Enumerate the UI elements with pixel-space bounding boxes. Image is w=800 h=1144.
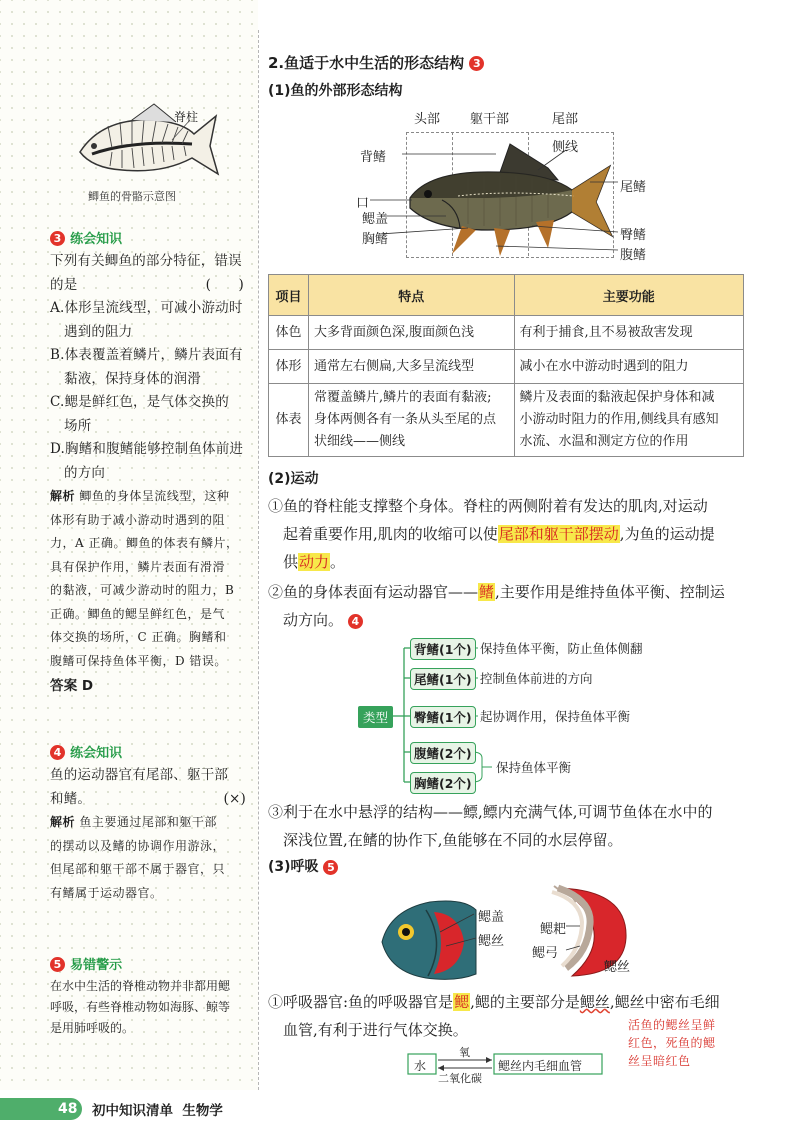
fin-pelvic: 腹鳍(2个)	[410, 742, 476, 764]
warning-5-title: 易错警示	[70, 958, 123, 973]
option-c: C.鳃是鲜红色，是气体交换的 场所	[50, 394, 229, 434]
page-footer	[0, 1094, 800, 1124]
option-d: D.胸鳍和腹鳍能够控制鱼体前进 的方向	[50, 441, 244, 481]
practice-3-block	[50, 228, 250, 699]
label-anal-fin: 臀鳍	[620, 228, 647, 243]
judgement-mark: (×)	[223, 790, 246, 807]
fin-pectoral: 胸鳍(2个)	[410, 772, 476, 794]
practice-4-statement-line1: 鱼的运动器官有尾部、躯干部	[50, 767, 229, 783]
feature-table	[268, 274, 744, 457]
label-dorsal-fin: 背鳍	[360, 150, 387, 165]
option-b: B.体表覆盖着鳞片，鳞片表面有 黏液，保持身体的润滑	[50, 347, 243, 387]
badge-5-inline: 5	[323, 860, 338, 875]
label-pectoral-fin: 胸鳍	[362, 232, 389, 247]
warning-line: 是用肺呼吸的。	[50, 1021, 135, 1035]
carp-skeleton-illustration	[72, 100, 222, 180]
label-tail: 尾部	[552, 112, 579, 127]
warning-line: 在水中生活的脊椎动物并非都用鳃	[50, 979, 231, 993]
label-trunk: 躯干部	[470, 112, 510, 127]
practice-4-block	[50, 742, 250, 905]
fin-shared-desc: 保持鱼体平衡	[496, 760, 572, 775]
handwritten-note: 活鱼的鳃丝呈鲜 红色，死鱼的鳃 丝呈暗红色	[628, 1018, 716, 1068]
fin-caudal-desc: 控制鱼体前进的方向	[480, 671, 593, 686]
fin-caudal: 尾鳍(1个)	[410, 668, 476, 690]
motion-paragraph-2: ②鱼的身体表面有运动器官——鳍,主要作用是维持鱼体平衡、控制运 动方向。 4	[268, 583, 725, 629]
table-row: 体表 常覆盖鳞片,鳞片的表面有黏液; 身体两侧各有一条从头至尾的点 状细线——侧线 鳞片及表面的黏液起保护身体和减 小游动时阻力的作用,侧线具有感知 水流、水温和测定方位的作用	[269, 384, 744, 457]
badge-3: 3	[50, 231, 65, 246]
warning-5-block	[50, 954, 250, 1039]
practice-4-statement-line2: 和鳍。 (×)	[50, 788, 250, 812]
page-number: 48	[58, 1101, 78, 1117]
practice-3-question-line1: 下列有关鲫鱼的部分特征，错误	[50, 253, 242, 269]
skeleton-label-spine: 脊柱	[174, 110, 199, 124]
label-lateral-line: 侧线	[552, 140, 579, 155]
gill-label-operculum: 鳃盖	[478, 910, 505, 925]
question-tail: 的是	[50, 276, 78, 293]
badge-4-inline: 4	[348, 614, 363, 629]
gas-water: 水	[414, 1059, 427, 1073]
section-heading: 2.鱼适于水中生活的形态结构 3	[268, 52, 484, 73]
table-row: 体形 通常左右侧扁,大多呈流线型 减小在水中游动时遇到的阻力	[269, 350, 744, 384]
label-operculum: 鳃盖	[362, 212, 389, 227]
table-header: 主要功能	[514, 275, 744, 316]
fin-root: 类型	[358, 706, 393, 728]
label-mouth: 口	[356, 196, 370, 211]
label-caudal-fin: 尾鳍	[620, 180, 647, 195]
practice-3-title: 练会知识	[70, 232, 123, 247]
gas-capillary: 鳃丝内毛细血管	[498, 1059, 583, 1073]
subheading-external-form: (1)鱼的外部形态结构	[268, 83, 403, 99]
gas-oxygen: 氧	[459, 1046, 470, 1059]
practice-3-question-line2	[50, 274, 250, 298]
label-head: 头部	[414, 112, 441, 127]
label-pelvic-fin: 腹鳍	[620, 248, 647, 263]
fin-dorsal: 背鳍(1个)	[410, 638, 476, 660]
practice-4-analysis: 解析 鱼主要通过尾部和躯干部 的摆动以及鳍的协调作用游泳， 但尾部和躯干部不属于器官，只 有鳍属于运动器官。	[50, 815, 226, 900]
answer-blank: ( )	[205, 276, 244, 293]
badge-5: 5	[50, 957, 65, 972]
column-divider	[258, 30, 260, 1090]
gill-label-filament: 鳃丝	[478, 934, 505, 949]
fin-anal-desc: 起协调作用，保持鱼体平衡	[480, 709, 631, 724]
table-header-row	[269, 275, 744, 316]
warning-line: 呼吸，有些脊椎动物如海豚、鲸等	[50, 1000, 231, 1014]
option-a: A.体形呈流线型，可减小游动时 遇到的阻力	[50, 300, 243, 340]
badge-4: 4	[50, 745, 65, 760]
skeleton-caption: 鲫鱼的骨骼示意图	[88, 190, 176, 203]
gas-carbon-dioxide: 二氧化碳	[438, 1072, 482, 1085]
gill-label-raker: 鳃耙	[540, 922, 567, 937]
subheading-motion: (2)运动	[268, 471, 319, 487]
heading-badge: 3	[469, 56, 484, 71]
footer-title: 初中知识清单 生物学	[92, 1103, 223, 1119]
fin-anal: 臀鳍(1个)	[410, 706, 476, 728]
respiration-paragraph: ①呼吸器官:鱼的呼吸器官是鳃,鳃的主要部分是鳃丝,鳃丝中密布毛细 血管,有利于进行气体交换。	[268, 993, 720, 1039]
subheading-respiration: (3)呼吸 5	[268, 856, 338, 876]
table-header: 项目	[269, 275, 309, 316]
table-row: 体色 大多背面颜色深,腹面颜色浅 有利于捕食,且不易被敌害发现	[269, 316, 744, 350]
practice-3-analysis: 解析 鲫鱼的身体呈流线型，这种 体形有助于减小游动时遇到的阻 力，A 正确。鲫鱼的体表有鳞片， 具有保护作用，鳞片表面有滑滑 的黏液，可减少游动时的阻力，B 正确。鲫鱼的鳃呈鲜红色，是气 体交换的场所，C 正确。胸鳍和 腹鳍可保持鱼体平衡，D 错误。	[50, 489, 239, 668]
swim-bladder-paragraph: ③利于在水中悬浮的结构——鳔,鳔内充满气体,可调节鱼体在水中的 深浅位置,在鳍的协作下,鱼能够在不同的水层停留。	[268, 803, 713, 849]
gill-label-filament-2: 鳃丝	[604, 960, 631, 975]
gill-label-arch: 鳃弓	[532, 946, 559, 961]
practice-4-title: 练会知识	[70, 746, 123, 761]
fin-dorsal-desc: 保持鱼体平衡，防止鱼体侧翻	[480, 641, 643, 656]
practice-3-answer: 答案 D	[50, 678, 94, 694]
table-header: 特点	[308, 275, 514, 316]
motion-paragraph-1: ①鱼的脊柱能支撑整个身体。脊柱的两侧附着有发达的肌肉,对运动 起着重要作用,肌肉的收缩可以使尾部和躯干部摆动,为鱼的运动提 供动力。	[268, 497, 715, 571]
